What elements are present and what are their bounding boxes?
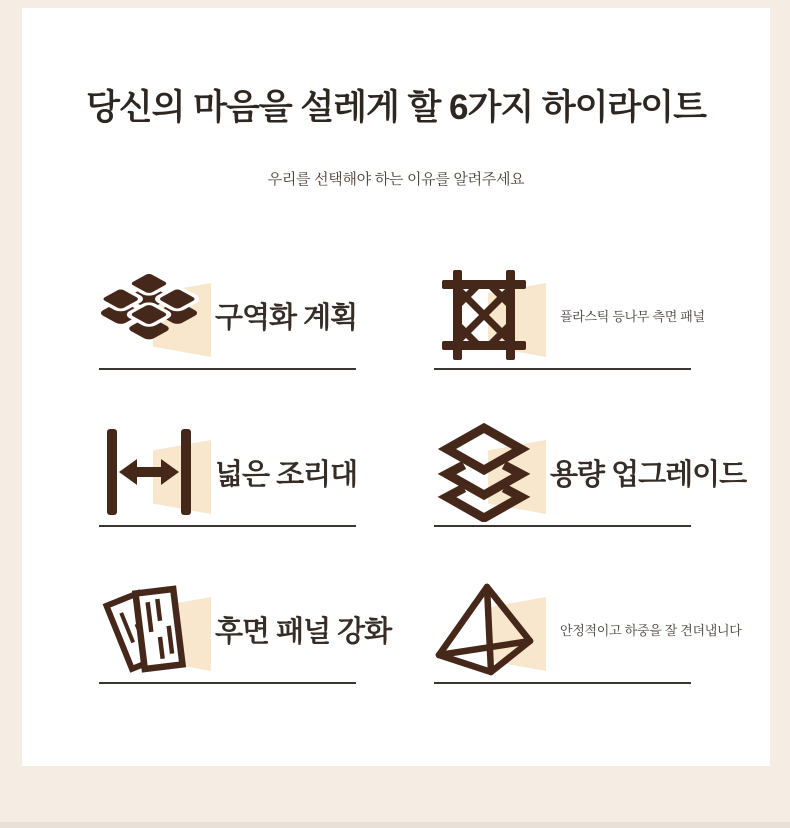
section-subtitle: 우리를 선택해야 하는 이유를 알려주세요	[267, 171, 525, 188]
width-arrow-icon	[99, 422, 199, 522]
feature-capacity-upgrade	[434, 419, 747, 527]
rattan-lattice-icon	[434, 265, 534, 365]
feature-wide-countertop	[99, 419, 356, 527]
feature-rear-panel	[99, 576, 392, 684]
section-title: 당신의 마음을 설레게 할 6가지 하이라이트	[86, 88, 706, 127]
pyramid-stability-icon	[434, 579, 534, 679]
feature-label: 용량 업그레이드	[550, 458, 747, 491]
zoning-blocks-icon	[99, 265, 199, 365]
feature-stability	[434, 576, 742, 684]
stacked-layers-icon	[434, 422, 534, 522]
next-section-edge	[0, 822, 790, 828]
feature-label: 구역화 계획	[215, 301, 358, 334]
feature-rattan-panel	[434, 262, 705, 370]
feature-label: 넓은 조리대	[215, 458, 358, 491]
feature-label: 후면 패널 강화	[215, 615, 392, 648]
feature-label: 안정적이고 하중을 잘 견뎌냅니다	[560, 622, 742, 638]
rear-panels-icon	[99, 579, 199, 679]
feature-zoning	[99, 262, 356, 370]
feature-label: 플라스틱 등나무 측면 패널	[560, 308, 705, 324]
